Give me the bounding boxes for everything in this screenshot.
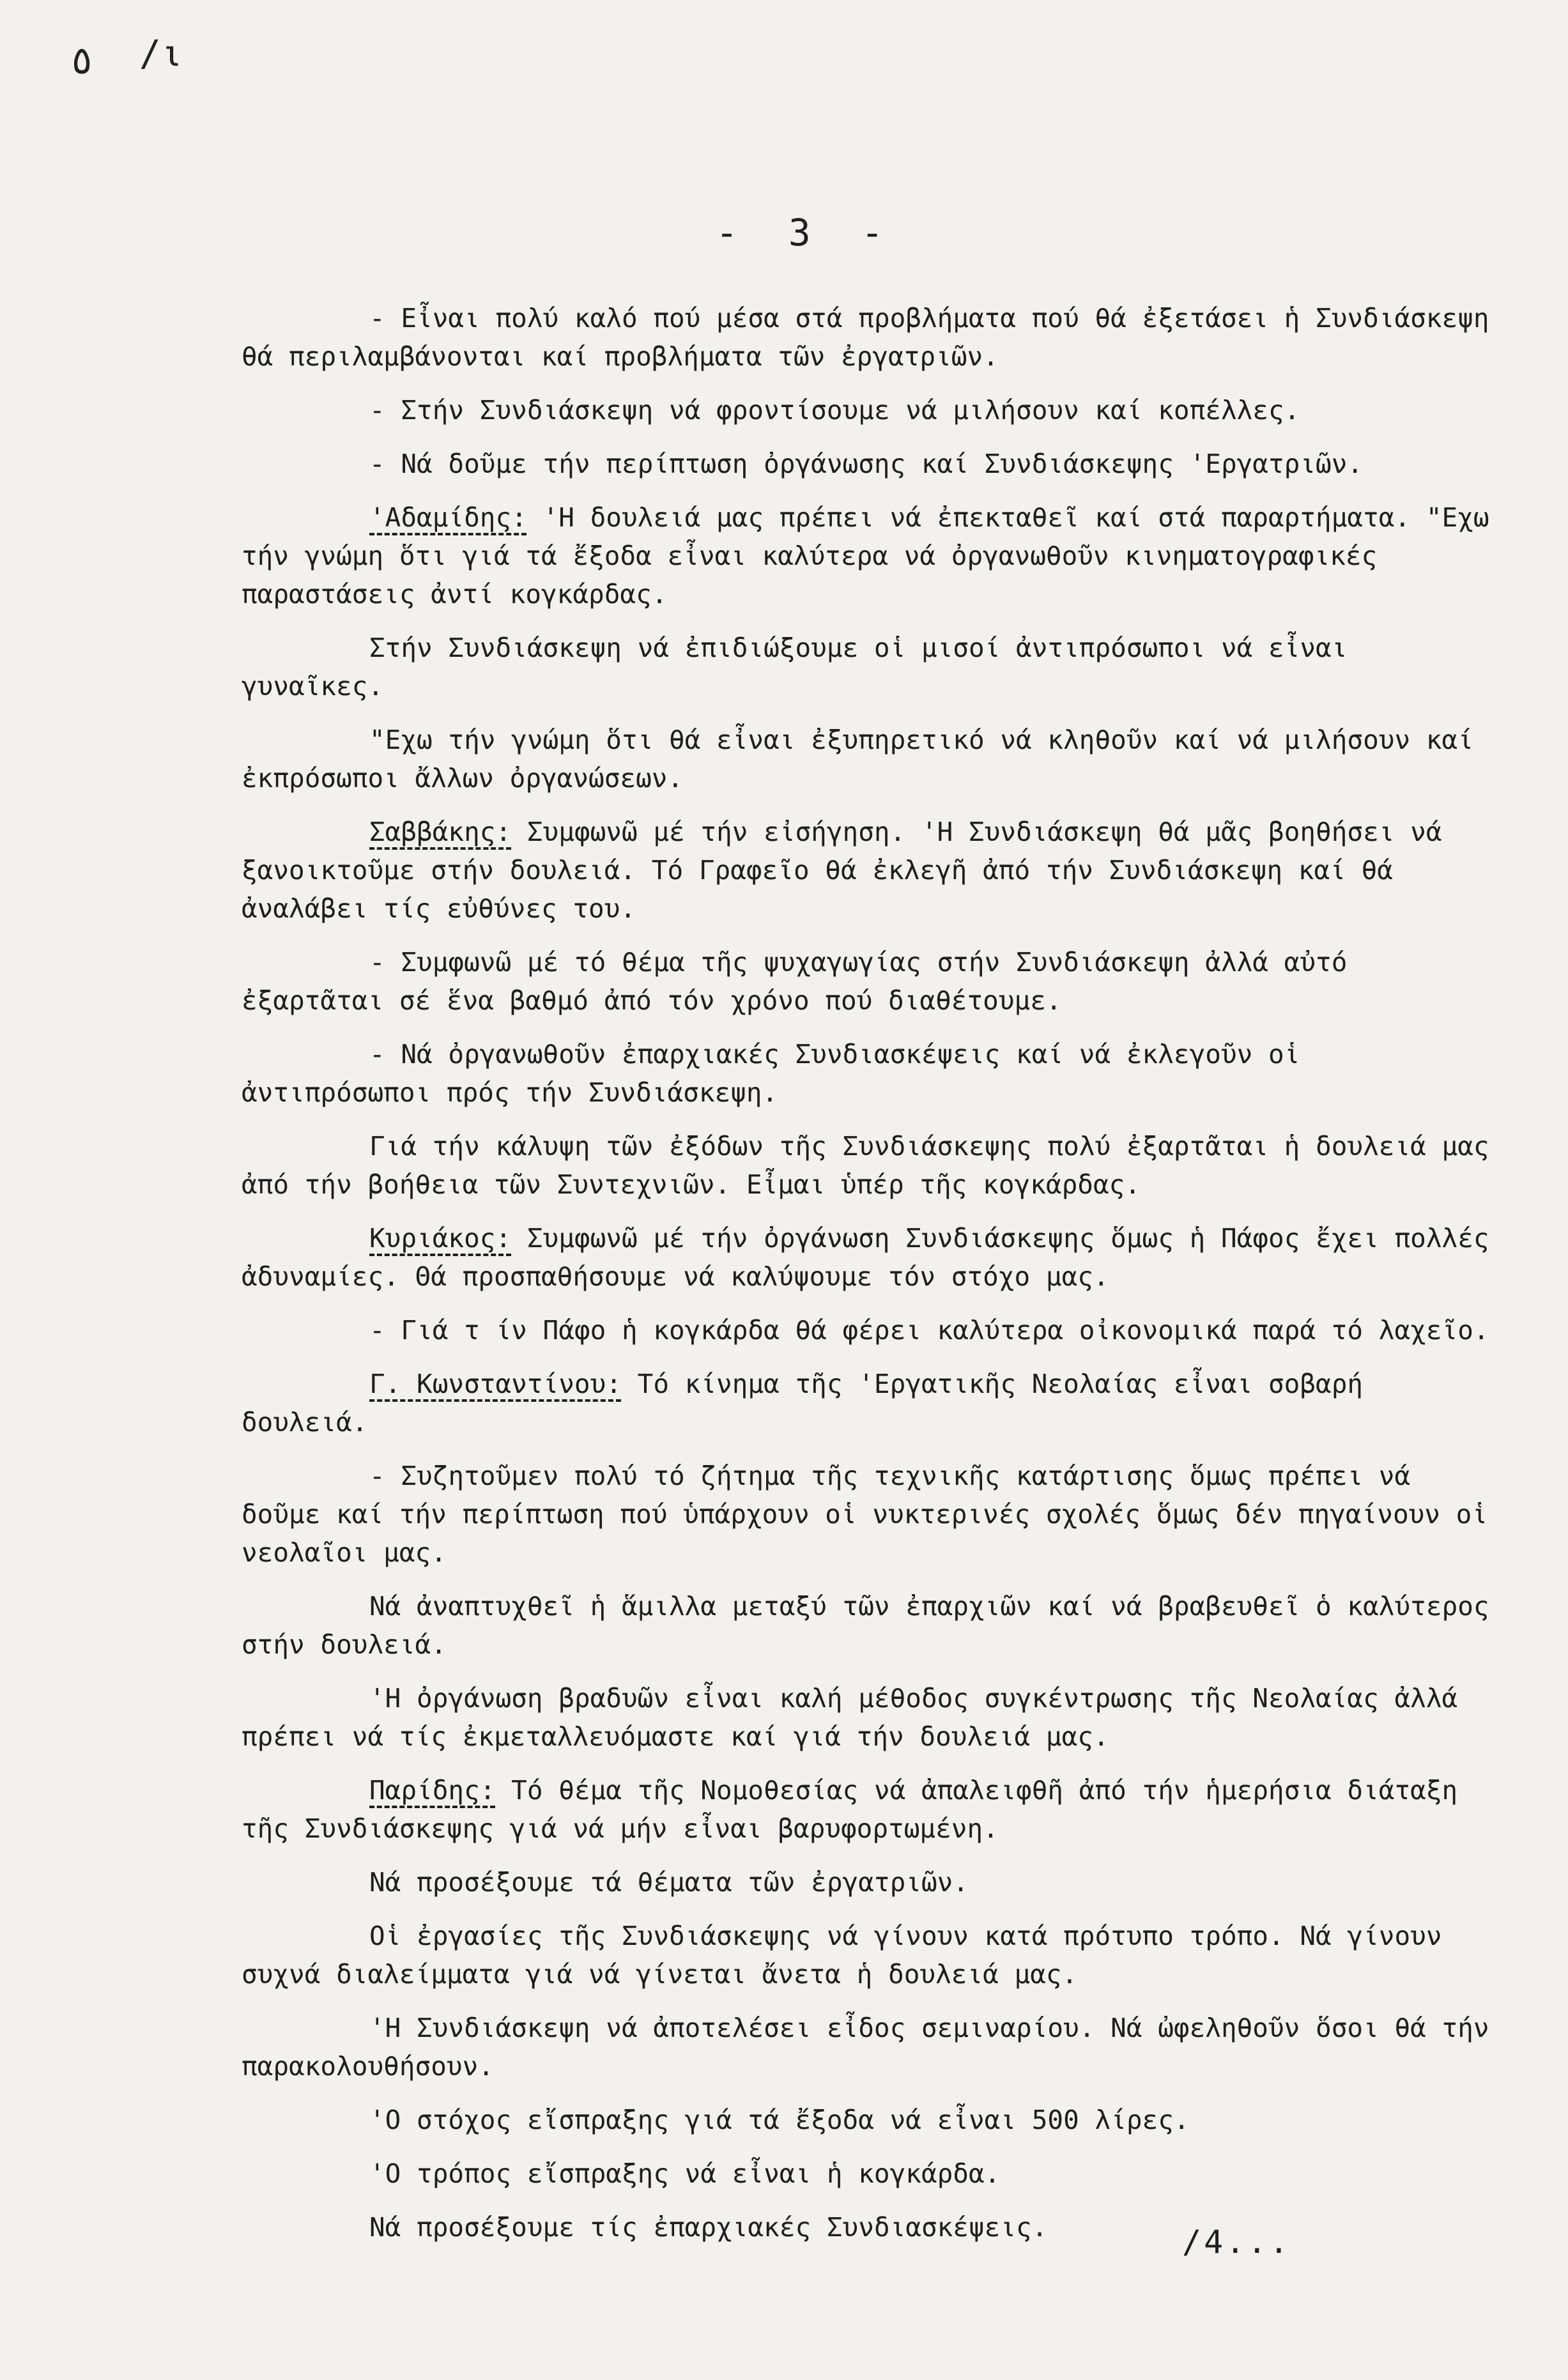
paragraph-text: 'Η ὀργάνωση βραδυῶν εἶναι καλή μέθοδος συγκέντρωσης τῆς Νεολαίας ἀλλά πρέπει νά τίς ἐκμεταλλευόμαστε καί γιά τήν δουλειά μας. xyxy=(242,1683,1473,1752)
paragraph-text: Συμφωνῶ μέ τήν ὀργάνωση Συνδιάσκεψης ὅμως ἡ Πάφος ἔχει πολλές ἀδυναμίες. Θά προσπαθήσουμε νά καλύψουμε τόν στόχο μας. xyxy=(242,1223,1505,1292)
paragraph xyxy=(242,1311,1494,1349)
paragraph-text: - Στήν Συνδιάσκεψη νά φροντίσουμε νά μιλήσουν καί κοπέλλες. xyxy=(369,395,1300,426)
paragraph xyxy=(242,2009,1505,2085)
paragraph xyxy=(242,2208,1494,2246)
document-body xyxy=(242,299,1505,2262)
paragraph xyxy=(242,1587,1505,1664)
paragraph-text: Τό θέμα τῆς Νομοθεσίας νά ἀπαλειφθῆ ἀπό τήν ἡμερήσια διάταξη τῆς Συνδιάσκεψης γιά νά μήν εἶναι βαρυφορτωμένη. xyxy=(242,1775,1473,1844)
paragraph xyxy=(242,1771,1494,1848)
paragraph xyxy=(242,1219,1505,1296)
paragraph-text: Οἱ ἐργασίες τῆς Συνδιάσκεψης νά γίνουν κατά πρότυπο τρόπο. Νά γίνουν συχνά διαλείμματα γιά νά γίνεται ἄνετα ἡ δουλειά μας. xyxy=(242,1921,1458,1990)
paragraph-text: - Συζητοῦμεν πολύ τό ζήτημα τῆς τεχνικῆς κατάρτισης ὅμως πρέπει νά δοῦμε καί τήν περίπτωση πού ὑπάρχουν οἱ νυκτερινές σχολές ὅμως δέν πηγαίνουν οἱ νεολαῖοι μας. xyxy=(242,1461,1503,1568)
page-number: - 3 - xyxy=(716,211,898,254)
paragraph xyxy=(242,629,1494,705)
paragraph-text: - Συμφωνῶ μέ τό θέμα τῆς ψυχαγωγίας στήν Συνδιάσκεψη ἀλλά αὐτό ἐξαρτᾶται σέ ἕνα βαθμό ἀπό τόν χρόνο πού διαθέτουμε. xyxy=(242,947,1364,1016)
paragraph-text: Συμφωνῶ μέ τήν εἰσήγηση. 'Η Συνδιάσκεψη θά μᾶς βοηθήσει νά ξανοικτοῦμε στήν δουλειά. Τό Γραφεῖο θά ἐκλεγῆ ἀπό τήν Συνδιάσκεψη καί θά ἀναλάβει τίς εὐθύνες του. xyxy=(242,817,1458,924)
paragraph-text: - Νά ὀργανωθοῦν ἐπαρχιακές Συνδιασκέψεις καί νά ἐκλεγοῦν οἱ ἀντιπρόσωποι πρός τήν Συνδιάσκεψη. xyxy=(242,1039,1316,1108)
paragraph xyxy=(242,1917,1494,1993)
paragraph-text: Νά προσέξουμε τά θέματα τῶν ἐργατριῶν. xyxy=(369,1867,969,1898)
paragraph-text: - Εἶναι πολύ καλό πού μέσα στά προβλήματα πού θά ἐξετάσει ἡ Συνδιάσκεψη θά περιλαμβάνονται καί προβλήματα τῶν ἐργατριῶν. xyxy=(242,303,1505,372)
paragraph xyxy=(242,299,1505,376)
speaker-name: 'Αδαμίδης: xyxy=(369,502,527,533)
paragraph xyxy=(242,1035,1494,1112)
paragraph-text: - Γιά τ ίν Πάφο ἡ κογκάρδα θά φέρει καλύτερα οἰκονομικά παρά τό λαχεῖο. xyxy=(369,1315,1489,1346)
paragraph xyxy=(242,391,1494,429)
paragraph-text: 'Η Συνδιάσκεψη νά ἀποτελέσει εἶδος σεμιναρίου. Νά ὠφεληθοῦν ὅσοι θά τήν παρακολουθήσουν. xyxy=(242,2013,1505,2082)
speaker-name: Γ. Κωνσταντίνου: xyxy=(369,1369,622,1399)
paragraph-text: Νά ἀναπτυχθεῖ ἡ ἅμιλλα μεταξύ τῶν ἐπαρχιῶν καί νά βραβευθεῖ ὁ καλύτερος στήν δουλειά. xyxy=(242,1591,1505,1660)
paragraph-text: 'Η δουλειά μας πρέπει νά ἐπεκταθεῖ καί στά παραρτήματα. "Εχω τήν γνώμη ὅτι γιά τά ἔξοδα εἶναι καλύτερα νά ὀργανωθοῦν κινηματογραφικές παραστάσεις ἀντί κογκάρδας. xyxy=(242,502,1505,610)
speaker-name: Κυριάκος: xyxy=(369,1223,512,1254)
paragraph xyxy=(242,1365,1494,1441)
paragraph xyxy=(242,1863,1494,1901)
speaker-name: Σαββάκης: xyxy=(369,817,512,847)
paragraph xyxy=(242,2101,1494,2139)
paragraph-text: 'Ο τρόπος εἴσπραξης νά εἶναι ἡ κογκάρδα. xyxy=(369,2158,1001,2189)
paragraph xyxy=(242,813,1494,928)
margin-mark: ٥ xyxy=(70,38,94,83)
paragraph-text: Τό κίνημα τῆς 'Εργατικῆς Νεολαίας εἶναι σοβαρή δουλειά. xyxy=(242,1369,1379,1438)
paragraph xyxy=(242,445,1494,483)
paragraph xyxy=(242,943,1494,1020)
paragraph xyxy=(242,1127,1505,1204)
paragraph xyxy=(242,498,1505,613)
paragraph-text: Στήν Συνδιάσκεψη νά ἐπιδιώξουμε οἱ μισοί ἀντιπρόσωποι νά εἶναι γυναῖκες. xyxy=(242,633,1364,702)
paragraph-text: Γιά τήν κάλυψη τῶν ἐξόδων τῆς Συνδιάσκεψης πολύ ἐξαρτᾶται ἡ δουλειά μας ἀπό τήν βοήθεια τῶν Συντεχνιῶν. Εἶμαι ὑπέρ τῆς κογκάρδας. xyxy=(242,1131,1505,1200)
paragraph xyxy=(242,2154,1494,2193)
paragraph xyxy=(242,1679,1494,1756)
paragraph-text: 'Ο στόχος εἴσπραξης γιά τά ἔξοδα νά εἶναι 500 λίρες. xyxy=(369,2105,1190,2135)
speaker-name: Παρίδης: xyxy=(369,1775,496,1806)
paragraph-text: Νά προσέξουμε τίς ἐπαρχιακές Συνδιασκέψεις. xyxy=(369,2212,1048,2243)
paragraph-text: - Νά δοῦμε τήν περίπτωση ὀργάνωσης καί Συνδιάσκεψης 'Εργατριῶν. xyxy=(369,449,1364,479)
paragraph-text: "Εχω τήν γνώμη ὅτι θά εἶναι ἐξυπηρετικό νά κληθοῦν καί νά μιλήσουν καί ἐκπρόσωποι ἄλλων ὀργανώσεων. xyxy=(242,725,1489,794)
paragraph xyxy=(242,721,1494,797)
continuation-mark: /4... xyxy=(1182,2223,1291,2261)
margin-mark-2: /ι xyxy=(139,33,183,75)
paragraph xyxy=(242,1457,1503,1572)
